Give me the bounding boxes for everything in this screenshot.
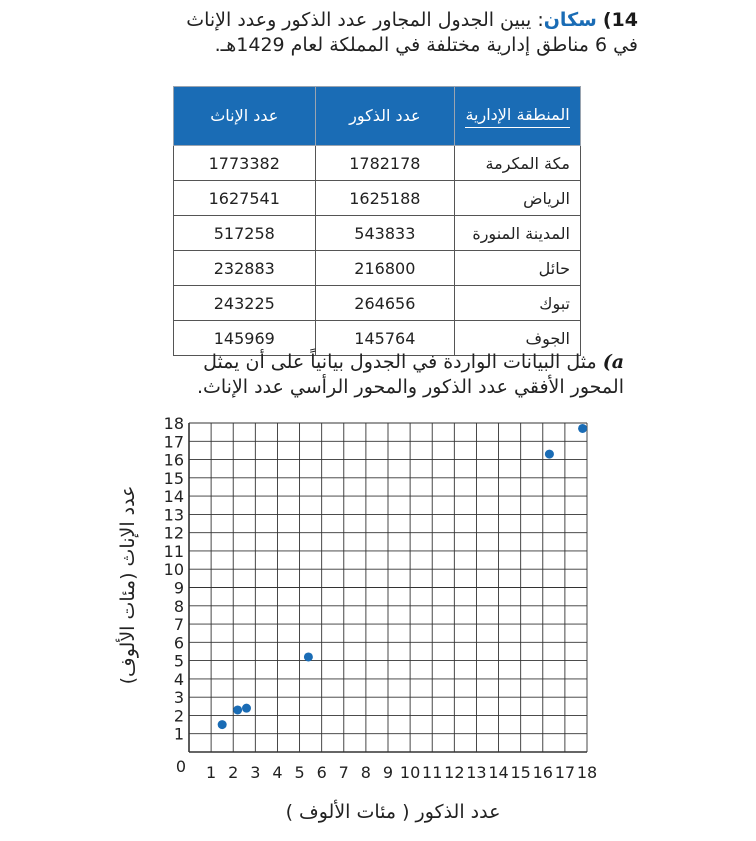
cell-region: الجوف bbox=[455, 321, 581, 356]
y-tick-label: 10 bbox=[163, 560, 184, 580]
x-axis-label: عدد الذكور ( مئات الألوف ) bbox=[285, 801, 501, 823]
cell-region: الرياض bbox=[455, 181, 581, 216]
x-tick-label: 11 bbox=[422, 763, 443, 782]
cell-region: تبوك bbox=[455, 286, 581, 321]
x-tick-label: 14 bbox=[488, 763, 509, 782]
cell-females: 1627541 bbox=[174, 181, 316, 216]
cell-females: 145969 bbox=[174, 321, 316, 356]
data-table bbox=[173, 86, 581, 356]
problem-statement bbox=[78, 8, 638, 58]
problem-text-1: : يبين الجدول المجاور عدد الذكور وعدد الإناث bbox=[186, 9, 544, 31]
x-tick-label: 10 bbox=[399, 763, 421, 782]
x-tick-label: 2 bbox=[228, 763, 239, 782]
x-tick-label: 8 bbox=[360, 763, 371, 782]
y-tick-label: 13 bbox=[163, 505, 184, 525]
x-tick-label: 16 bbox=[532, 763, 553, 782]
x-tick-label: 6 bbox=[316, 763, 327, 782]
cell-males: 543833 bbox=[315, 216, 455, 251]
data-table-wrapper bbox=[173, 86, 581, 356]
y-tick-labels bbox=[164, 414, 184, 744]
x-tick-label: 13 bbox=[466, 763, 487, 782]
cell-region: المدينة المنورة bbox=[455, 216, 581, 251]
data-point bbox=[545, 450, 554, 459]
y-tick-label: 18 bbox=[163, 414, 184, 433]
y-tick-label: 11 bbox=[163, 541, 184, 561]
data-point bbox=[233, 705, 242, 714]
y-tick-label: 4 bbox=[173, 669, 184, 689]
y-tick-label: 15 bbox=[163, 468, 184, 488]
x-tick-label: 7 bbox=[338, 763, 349, 782]
data-point bbox=[218, 720, 227, 729]
header-males: عدد الذكور bbox=[315, 87, 455, 146]
y-tick-label: 5 bbox=[173, 651, 184, 671]
x-tick-label: 4 bbox=[272, 763, 283, 782]
y-tick-label: 14 bbox=[163, 487, 184, 507]
x-tick-label: 3 bbox=[250, 763, 261, 782]
cell-females: 232883 bbox=[174, 251, 316, 286]
part-a bbox=[64, 350, 624, 400]
cell-region: مكة المكرمة bbox=[455, 146, 581, 181]
cell-males: 264656 bbox=[315, 286, 455, 321]
cell-females: 517258 bbox=[174, 216, 316, 251]
part-a-line-2: المحور الأفقي عدد الذكور والمحور الرأسي عدد الإناث. bbox=[196, 376, 624, 398]
y-tick-label: 9 bbox=[173, 578, 184, 598]
y-tick-label: 6 bbox=[173, 633, 184, 653]
data-point bbox=[578, 424, 587, 433]
x-tick-label: 18 bbox=[576, 763, 598, 782]
cell-males: 216800 bbox=[315, 251, 455, 286]
y-tick-label: 2 bbox=[173, 706, 184, 726]
x-tick-label: 17 bbox=[554, 763, 576, 782]
header-region: المنطقة الإدارية bbox=[455, 87, 581, 146]
x-tick-label: 0 bbox=[175, 757, 187, 776]
data-points bbox=[218, 424, 587, 729]
cell-males: 1625188 bbox=[315, 181, 455, 216]
table-row bbox=[174, 146, 581, 181]
x-tick-label: 5 bbox=[294, 763, 305, 782]
problem-name: سكان bbox=[543, 9, 597, 31]
problem-number: 14) bbox=[602, 9, 638, 31]
table-row bbox=[174, 251, 581, 286]
y-tick-label: 3 bbox=[173, 688, 184, 708]
problem-line-1 bbox=[78, 8, 638, 33]
data-point bbox=[242, 704, 251, 713]
cell-males: 1782178 bbox=[315, 146, 455, 181]
cell-females: 243225 bbox=[174, 286, 316, 321]
table-row bbox=[174, 286, 581, 321]
cell-region: حائل bbox=[455, 251, 581, 286]
problem-line-2: في 6 مناطق إدارية مختلفة في المملكة لعام 1429هـ. bbox=[214, 34, 638, 56]
y-tick-label: 17 bbox=[163, 432, 184, 452]
y-tick-label: 1 bbox=[173, 724, 184, 744]
x-tick-label: 12 bbox=[444, 763, 465, 782]
y-tick-label: 16 bbox=[163, 450, 184, 470]
table-row bbox=[174, 181, 581, 216]
cell-males: 145764 bbox=[315, 321, 455, 356]
x-tick-label: 9 bbox=[382, 763, 394, 782]
data-point bbox=[304, 652, 313, 661]
x-tick-label: 1 bbox=[206, 763, 217, 782]
table-row bbox=[174, 216, 581, 251]
y-axis-label: عدد الإناث (مئات الألوف) bbox=[117, 485, 139, 685]
chart-grid bbox=[189, 423, 587, 752]
x-tick-label: 15 bbox=[510, 763, 531, 782]
x-tick-labels bbox=[176, 757, 597, 782]
cell-females: 1773382 bbox=[174, 146, 316, 181]
part-a-text-1: مثل البيانات الواردة في الجدول بيانياً على أن يمثل bbox=[203, 351, 597, 373]
table-header-row bbox=[174, 87, 581, 146]
part-a-label: a) bbox=[602, 351, 624, 373]
header-females: عدد الإناث bbox=[174, 87, 316, 146]
y-tick-label: 8 bbox=[173, 596, 184, 616]
y-tick-label: 12 bbox=[163, 523, 184, 543]
y-tick-label: 7 bbox=[173, 615, 184, 635]
part-a-line-1 bbox=[64, 350, 624, 375]
